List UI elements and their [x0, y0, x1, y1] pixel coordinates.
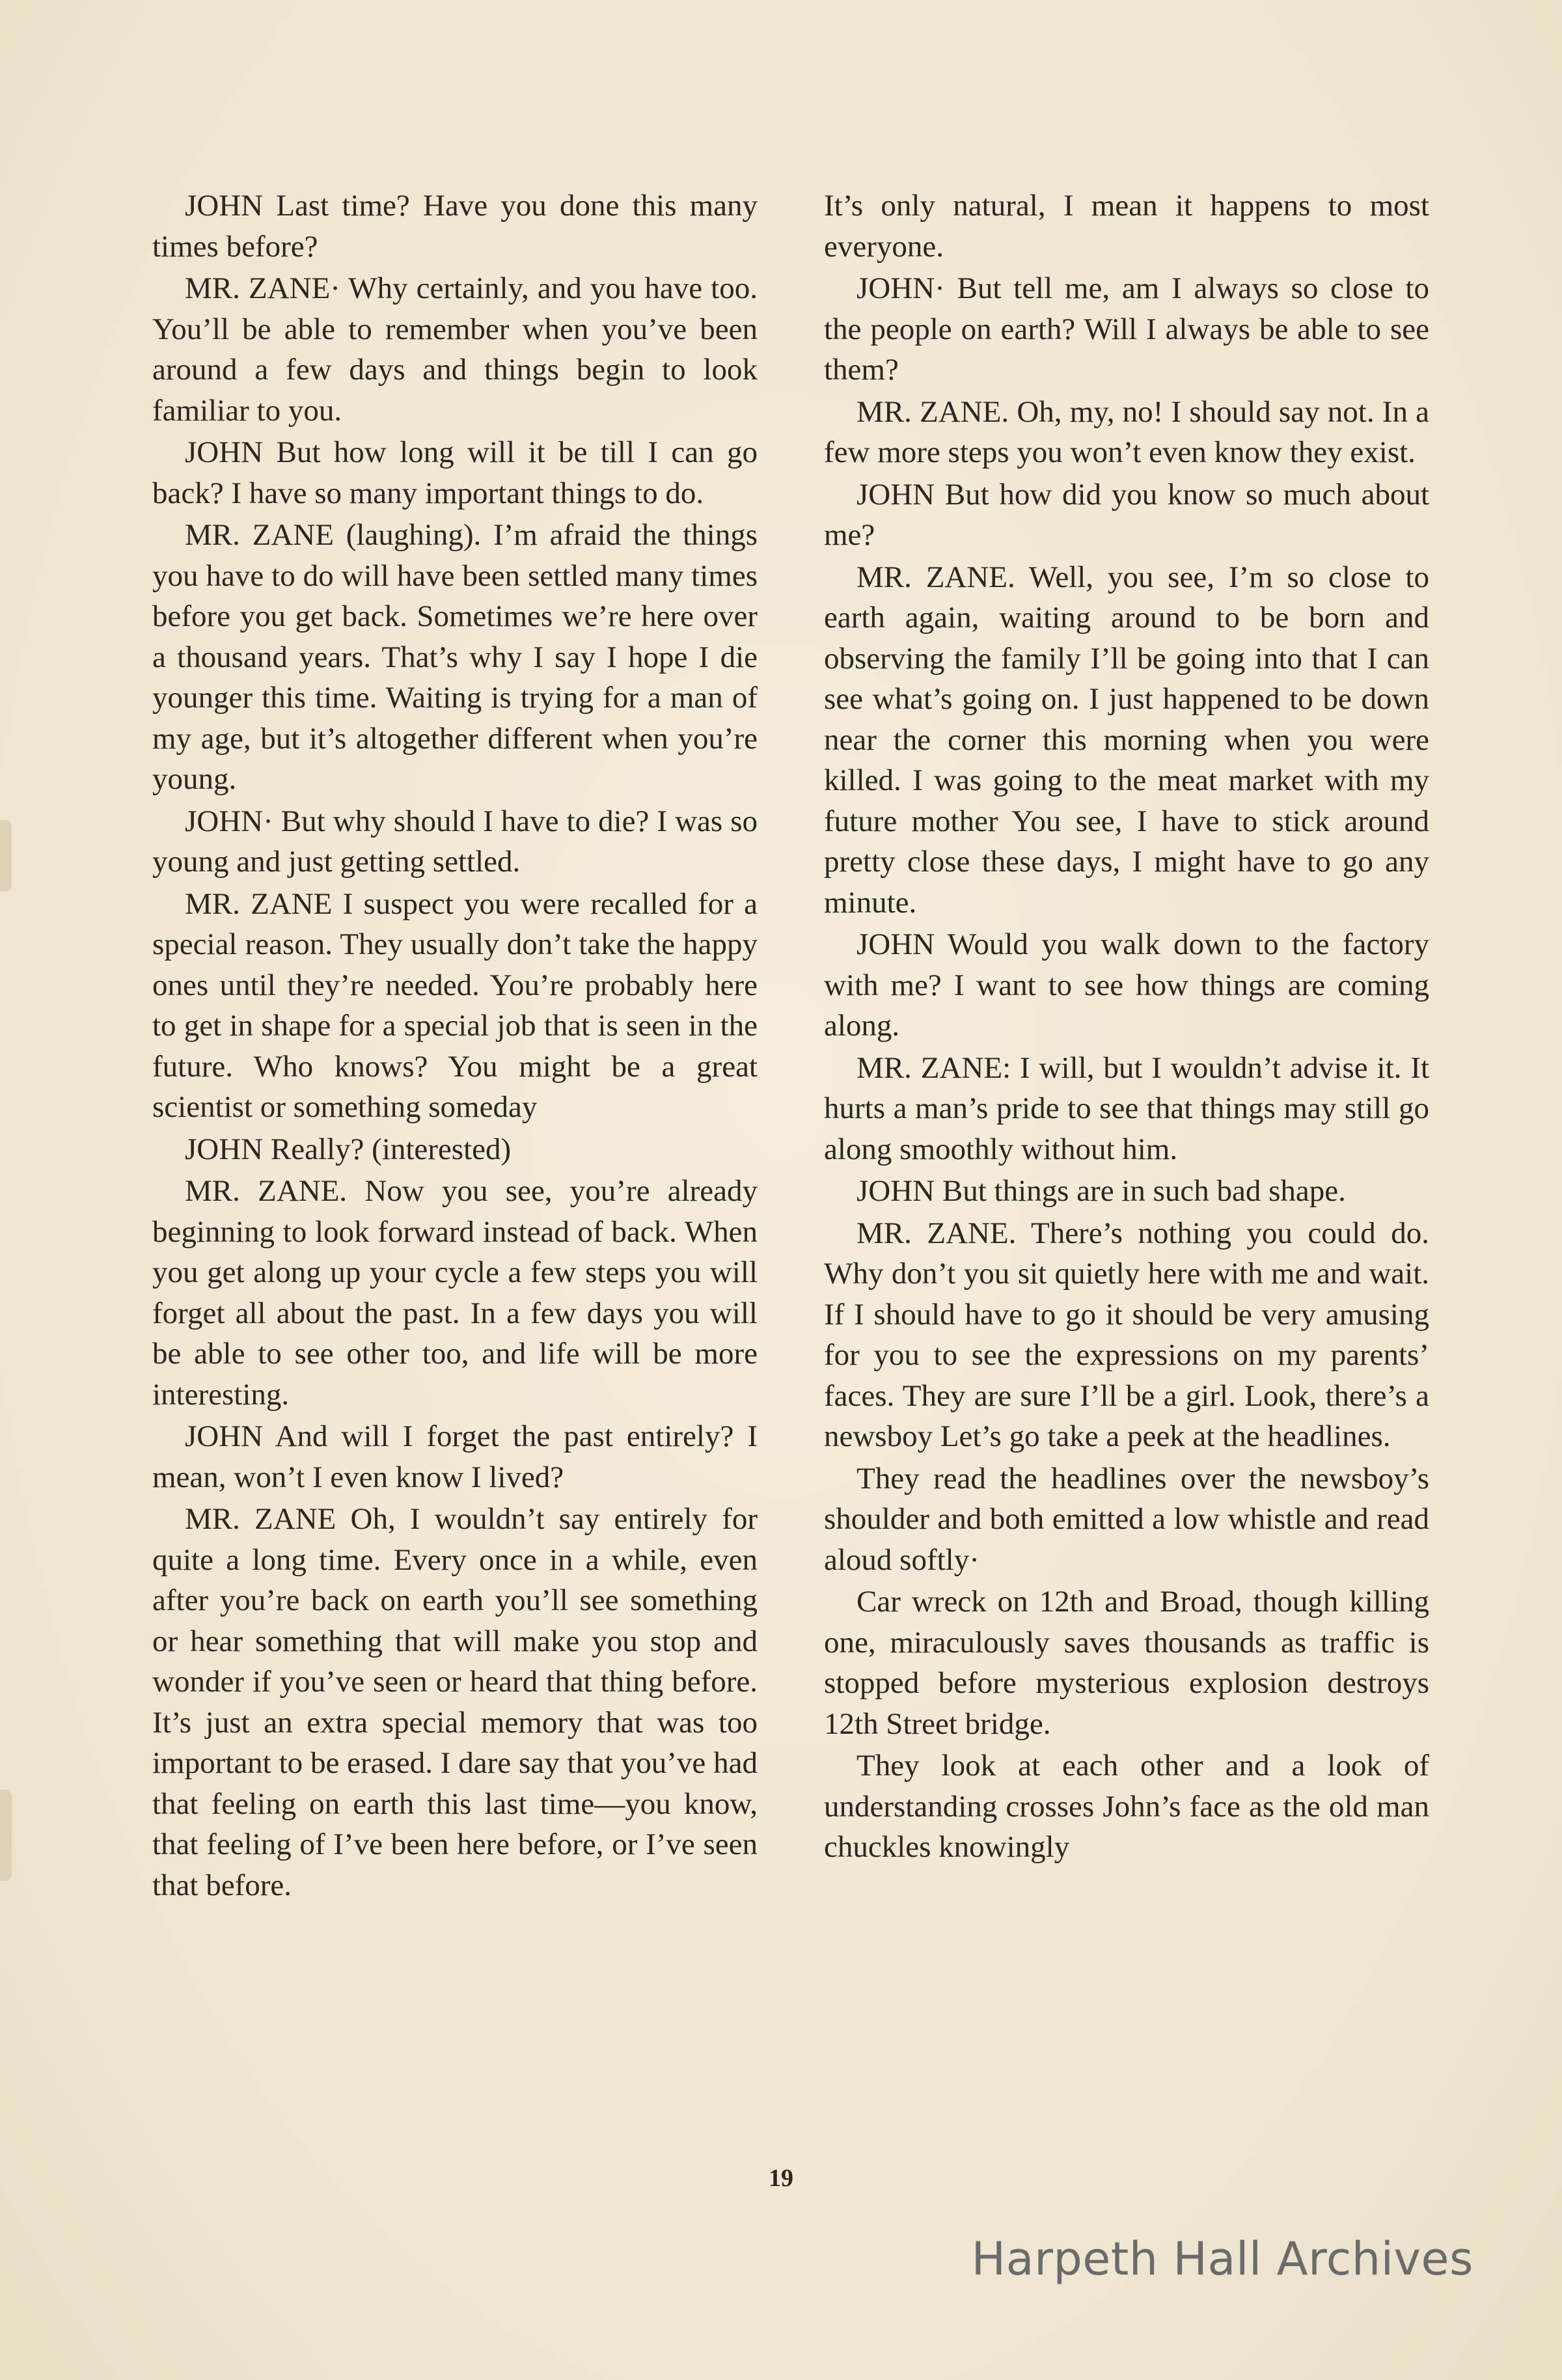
paragraph: MR. ZANE I suspect you were recalled for a special reason. They usually don’t take the happy ones until they’re needed. You’re probably here to get in shape for a special job that is seen in the future. Who knows? You might be a great scientist or something someday	[152, 886, 758, 1124]
right-column	[824, 185, 1429, 1868]
paragraph: JOHN But how long will it be till I can go back? I have so many important things to do.	[152, 435, 758, 510]
paragraph: Car wreck on 12th and Broad, though killing one, miraculously saves thousands as traffic is stopped before mysterious explosion destroys 12th Street bridge.	[824, 1585, 1429, 1741]
paragraph: JOHN· But tell me, am I always so close to the people on earth? Will I always be able to see them?	[824, 271, 1429, 387]
archive-watermark: Harpeth Hall Archives	[971, 2232, 1473, 2286]
paragraph: MR. ZANE (laughing). I’m afraid the things you have to do will have been settled many times before you get back. Sometimes we’re here over a thousand years. That’s why I say I hope I die younger this time. Waiting is trying for a man of my age, but it’s altogether different when you’re young.	[152, 518, 758, 796]
paragraph: JOHN Would you walk down to the factory with me? I want to see how things are coming along.	[824, 927, 1429, 1043]
paragraph: JOHN Last time? Have you done this many times before?	[152, 189, 758, 264]
paragraph: JOHN And will I forget the past entirely? I mean, won’t I even know I lived?	[152, 1419, 758, 1494]
page-number: 19	[769, 2165, 793, 2192]
paragraph: JOHN Really? (interested)	[185, 1132, 512, 1166]
paragraph: MR. ZANE. There’s nothing you could do. Why don’t you sit quietly here with me and wait. If I should have to go it should be very amusing for you to see the expressions on my parents’ faces. They are sure I’ll be a girl. Look, there’s a newsboy Let’s go take a peek at the headlines.	[824, 1216, 1429, 1453]
paragraph: MR. ZANE. Oh, my, no! I should say not. In a few more steps you won’t even know they exist.	[824, 394, 1429, 469]
paragraph: MR. ZANE: I will, but I wouldn’t advise it. It hurts a man’s pride to see that things may still go along smoothly without him.	[824, 1050, 1429, 1166]
paragraph-continued: It’s only natural, I mean it happens to most everyone.	[824, 189, 1429, 264]
paragraph: MR. ZANE. Well, you see, I’m so close to earth again, waiting around to be born and observing the family I’ll be going into that I can see what’s going on. I just happened to be down near the corner this morning when you were killed. I was going to the meat market with my future mother You see, I have to stick around pretty close these days, I might have to go any minute.	[824, 560, 1429, 920]
binding-shadow	[0, 820, 12, 892]
paragraph: They look at each other and a look of understanding crosses John’s face as the old man chuckles knowingly	[824, 1749, 1429, 1864]
paragraph: JOHN But how did you know so much about me?	[824, 477, 1429, 552]
paragraph: They read the headlines over the newsboy’s shoulder and both emitted a low whistle and read aloud softly·	[824, 1461, 1429, 1577]
paragraph: MR. ZANE· Why certainly, and you have too. You’ll be able to remember when you’ve been around a few days and things begin to look familiar to you.	[152, 271, 758, 428]
paragraph: JOHN But things are in such bad shape.	[856, 1174, 1346, 1208]
paragraph: JOHN· But why should I have to die? I was so young and just getting settled.	[152, 804, 758, 879]
paragraph: MR. ZANE Oh, I wouldn’t say entirely for quite a long time. Every once in a while, even after you’re back on earth you’ll see something or hear something that will make you stop and wonder if you’ve seen or heard that thing before. It’s just an extra special memory that was too important to be erased. I dare say that you’ve had that feeling on earth this last time—you know, that feeling of I’ve been here before, or I’ve seen that before.	[152, 1502, 758, 1902]
paragraph: MR. ZANE. Now you see, you’re already beginning to look forward instead of back. When you get along up your cycle a few steps you will forget all about the past. In a few days you will be able to see other too, and life will be more interesting.	[152, 1174, 758, 1412]
binding-shadow	[0, 1790, 12, 1881]
left-column	[152, 185, 758, 1906]
